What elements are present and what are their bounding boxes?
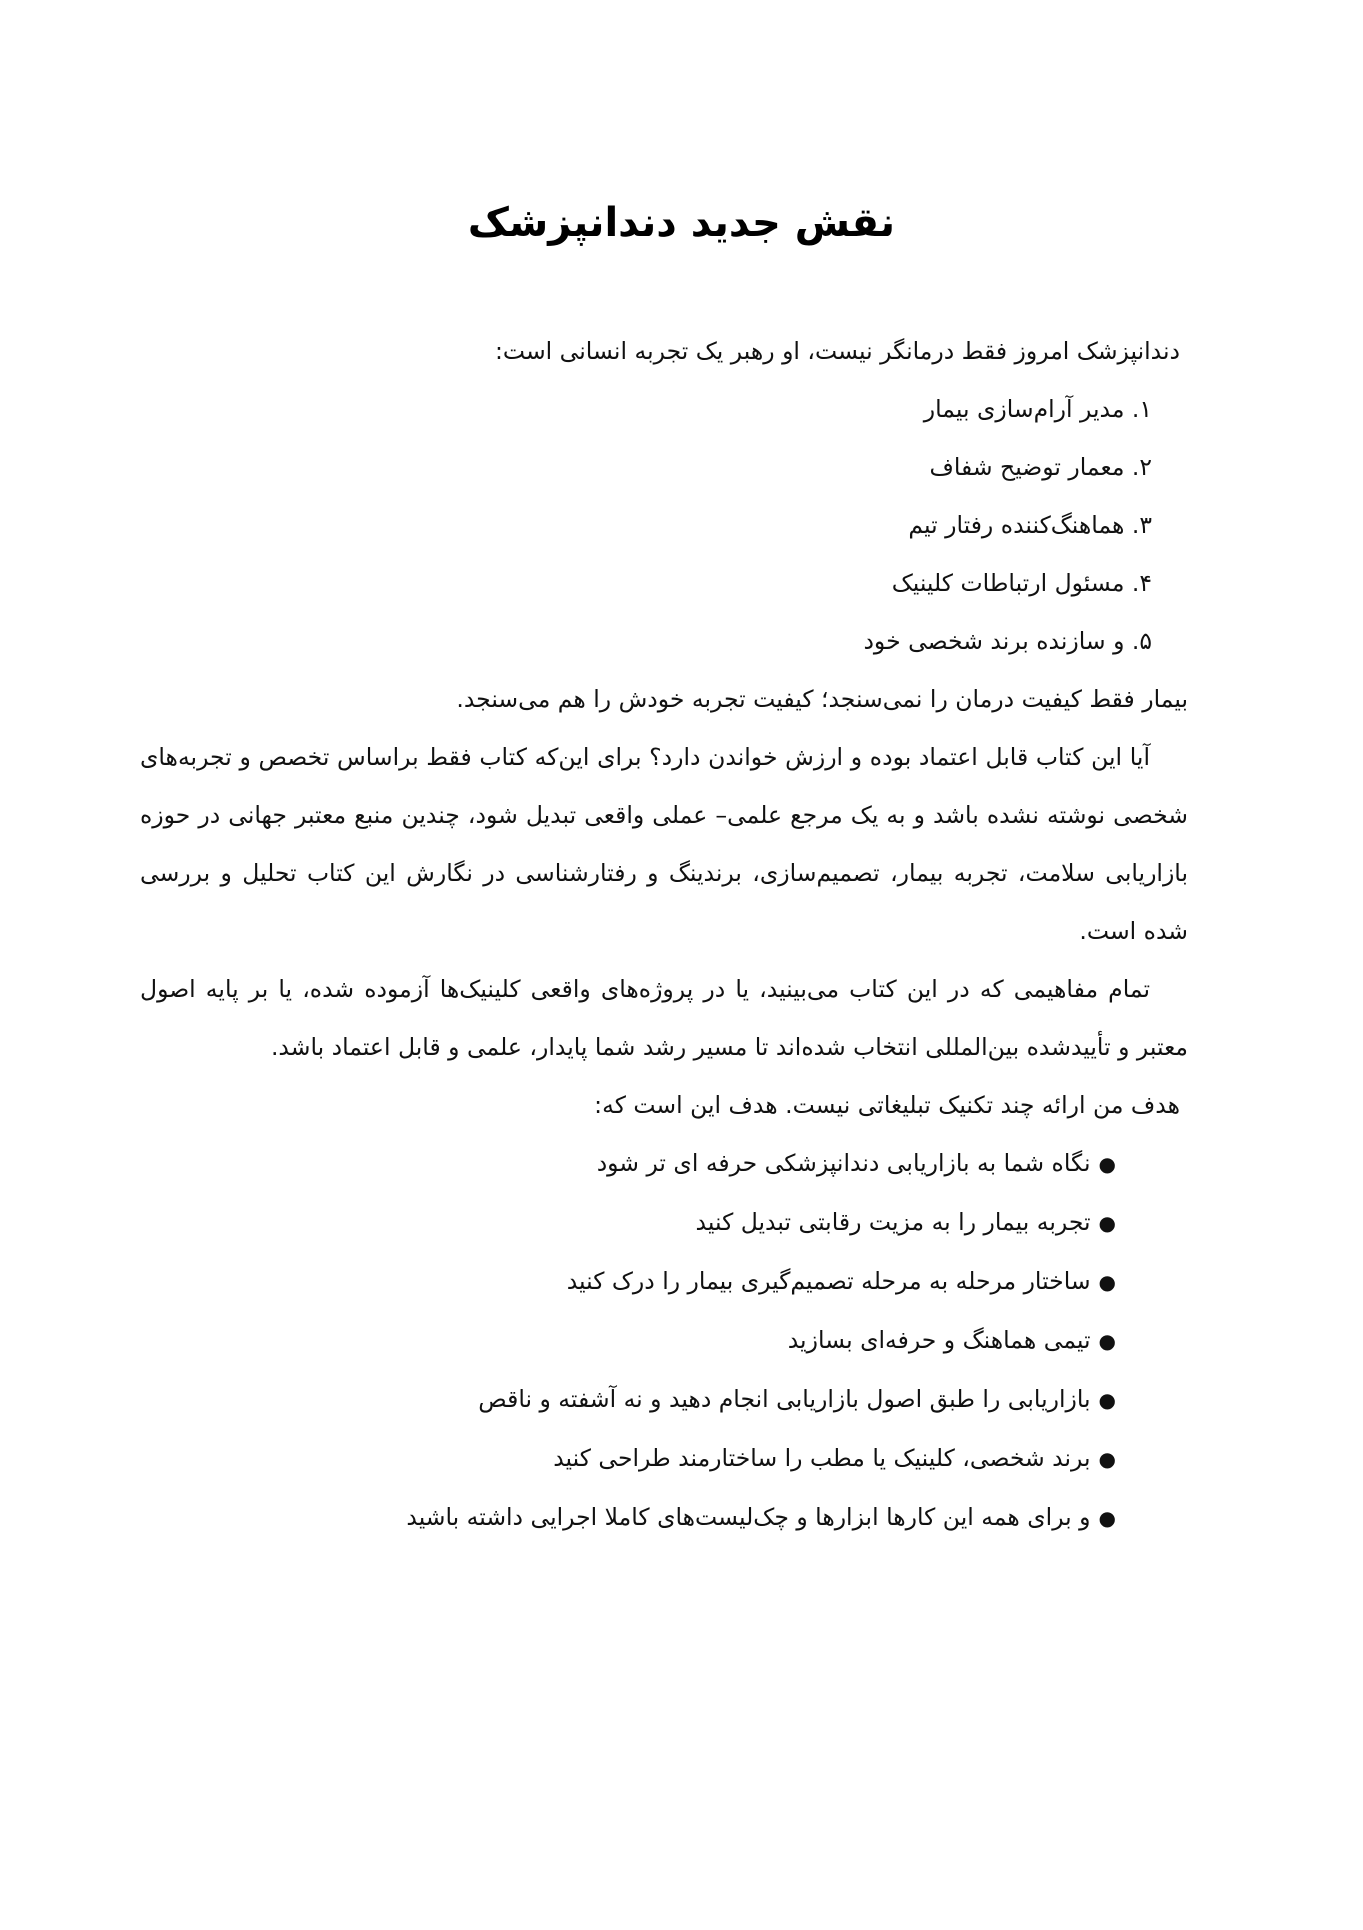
bullet-icon: ●	[1098, 1506, 1116, 1530]
list-item: ۳. هماهنگ‌کننده رفتار تیم	[908, 511, 1152, 539]
goal-text: برند شخصی، کلینیک یا مطب را ساختارمند طراحی کنید	[553, 1444, 1091, 1472]
list-item: ۵. و سازنده برند شخصی خود	[863, 627, 1152, 655]
list-item	[140, 1488, 1116, 1547]
list-item	[140, 1193, 1116, 1252]
bullet-icon: ●	[1098, 1329, 1116, 1353]
paragraph-trust: آیا این کتاب قابل اعتماد بوده و ارزش خواندن دارد؟ برای این‌که کتاب فقط براساس تخصص و تجربه‌های شخصی نوشته نشده باشد و به یک مرجع علمی– عملی واقعی تبدیل شود، چندین منبع معتبر جهانی در حوزه بازاریابی سلامت، تجربه بیمار، تصمیم‌سازی، برندینگ و رفتارشناسی در نگارش این کتاب تحلیل و بررسی شده است.	[140, 743, 1188, 945]
document-body	[140, 322, 1188, 1547]
bullet-icon: ●	[1098, 1447, 1116, 1471]
patient-line: بیمار فقط کیفیت درمان را نمی‌سنجد؛ کیفیت تجربه خودش را هم می‌سنجد.	[456, 685, 1188, 713]
bullet-icon: ●	[1098, 1270, 1116, 1294]
goals-list	[140, 1134, 1188, 1547]
list-item	[140, 1311, 1116, 1370]
list-item	[140, 1429, 1116, 1488]
list-item	[140, 1134, 1116, 1193]
bullet-icon: ●	[1098, 1388, 1116, 1412]
list-item	[140, 1370, 1116, 1429]
intro-line: دندانپزشک امروز فقط درمانگر نیست، او رهبر یک تجربه انسانی است:	[495, 337, 1180, 365]
goal-text: تجربه بیمار را به مزیت رقابتی تبدیل کنید	[695, 1208, 1091, 1236]
goal-text: و برای همه این کارها ابزارها و چک‌لیست‌های کاملا اجرایی داشته باشید	[406, 1503, 1091, 1531]
list-item: ۲. معمار توضیح شفاف	[929, 453, 1152, 481]
goal-text: ساختار مرحله به مرحله تصمیم‌گیری بیمار را درک کنید	[566, 1267, 1091, 1295]
list-item: ۱. مدیر آرام‌سازی بیمار	[923, 395, 1152, 423]
list-item	[140, 1252, 1116, 1311]
goal-text: نگاه شما به بازاریابی دندانپزشکی حرفه ای تر شود	[596, 1149, 1091, 1177]
roles-list	[140, 380, 1188, 670]
goal-text: تیمی هماهنگ و حرفه‌ای بسازید	[787, 1326, 1091, 1354]
paragraph-concepts: تمام مفاهیمی که در این کتاب می‌بینید، یا در پروژه‌های واقعی کلینیک‌ها آزموده شده، یا بر پایه اصول معتبر و تأییدشده بین‌المللی انتخاب شده‌اند تا مسیر رشد شما پایدار، علمی و قابل اعتماد باشد.	[140, 975, 1188, 1061]
goal-line: هدف من ارائه چند تکنیک تبلیغاتی نیست. هدف این است که:	[594, 1091, 1180, 1119]
page-title: نقش جدید دندانپزشک	[467, 200, 896, 246]
goal-text: بازاریابی را طبق اصول بازاریابی انجام دهید و نه آشفته و ناقص	[478, 1385, 1091, 1413]
bullet-icon: ●	[1098, 1211, 1116, 1235]
list-item: ۴. مسئول ارتباطات کلینیک	[891, 569, 1152, 597]
bullet-icon: ●	[1098, 1152, 1116, 1176]
